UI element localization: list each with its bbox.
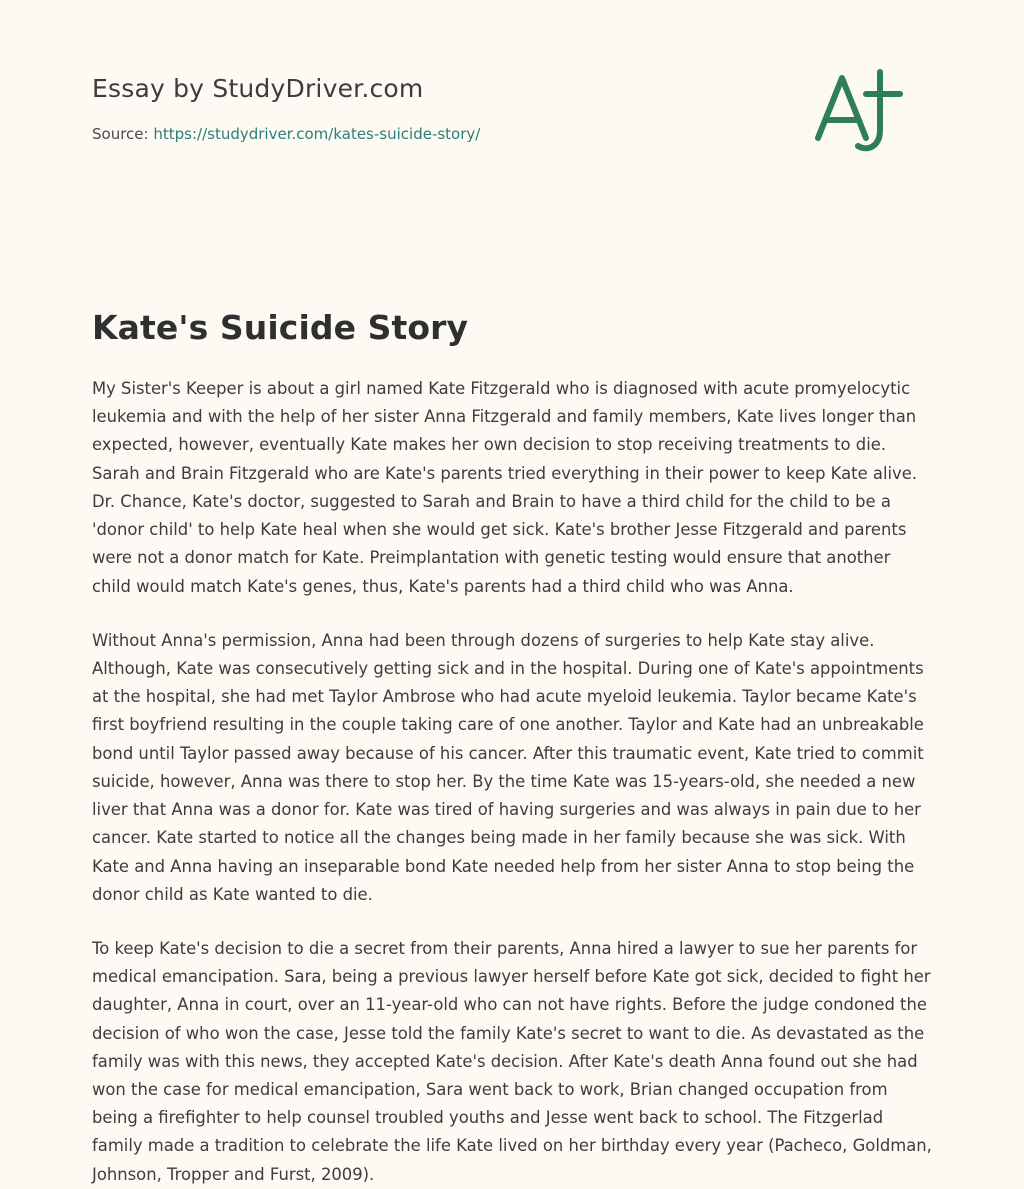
source-label: Source:	[92, 125, 149, 143]
essay-body	[92, 347, 932, 1189]
essay-byline: Essay by StudyDriver.com	[92, 74, 424, 103]
paragraph: To keep Kate's decision to die a secret from their parents, Anna hired a lawyer to sue her parents for medical emancipation. Sara, being a previous lawyer herself before Kate got sick, decided to fight her daughter, Anna in court, over an 11-year-old who can not have rights. Before the judge condoned the decision of who won the case, Jesse told the family Kate's secret to want to die. As devastated as the family was with this news, they accepted Kate's decision. After Kate's death Anna found out she had won the case for medical emancipation, Sara went back to work, Brian changed occupation from being a firefighter to help counsel troubled youths and Jesse went back to school. The Fitzgerlad family made a tradition to celebrate the life Kate lived on her birthday every year (Pacheco, Goldman, Johnson, Tropper and Furst, 2009).	[92, 938, 932, 1184]
paragraph: My Sister's Keeper is about a girl named Kate Fitzgerald who is diagnosed with acute promyelocytic leukemia and with the help of her sister Anna Fitzgerald and family members, Kate lives longer than expected, however, eventually Kate makes her own decision to stop receiving treatments to die. Sarah and Brain Fitzgerald who are Kate's parents tried everything in their power to keep Kate alive. Dr. Chance, Kate's doctor, suggested to Sarah and Brain to have a third child for the child to be a 'donor child' to help Kate heal when she would get sick. Kate's brother Jesse Fitzgerald and parents were not a donor match for Kate. Preimplantation with genetic testing would ensure that another child would match Kate's genes, thus, Kate's parents had a third child who was Anna.	[92, 379, 918, 596]
paragraph: Without Anna's permission, Anna had been through dozens of surgeries to help Kate stay alive. Although, Kate was consecutively getting sick and in the hospital. During one of Kate's appointments at the hospital, she had met Taylor Ambrose who had acute myeloid leukemia. Taylor became Kate's first boyfriend resulting in the couple taking care of one another. Taylor and Kate had an unbreakable bond until Taylor passed away because of his cancer. After this traumatic event, Kate tried to commit suicide, however, Anna was there to stop her. By the time Kate was 15-years-old, she needed a new liver that Anna was a donor for. Kate was tired of having surgeries and was always in pain due to her cancer. Kate started to notice all the changes being made in her family because she was sick. With Kate and Anna having an inseparable bond Kate needed help from her sister Anna to stop being the donor child as Kate wanted to die.	[92, 630, 924, 904]
studydriver-monogram-icon	[802, 60, 922, 170]
document-header	[92, 60, 932, 180]
page-title: Kate's Suicide Story	[92, 308, 469, 347]
source-url-link[interactable]: https://studydriver.com/kates-suicide-story/	[153, 125, 481, 143]
